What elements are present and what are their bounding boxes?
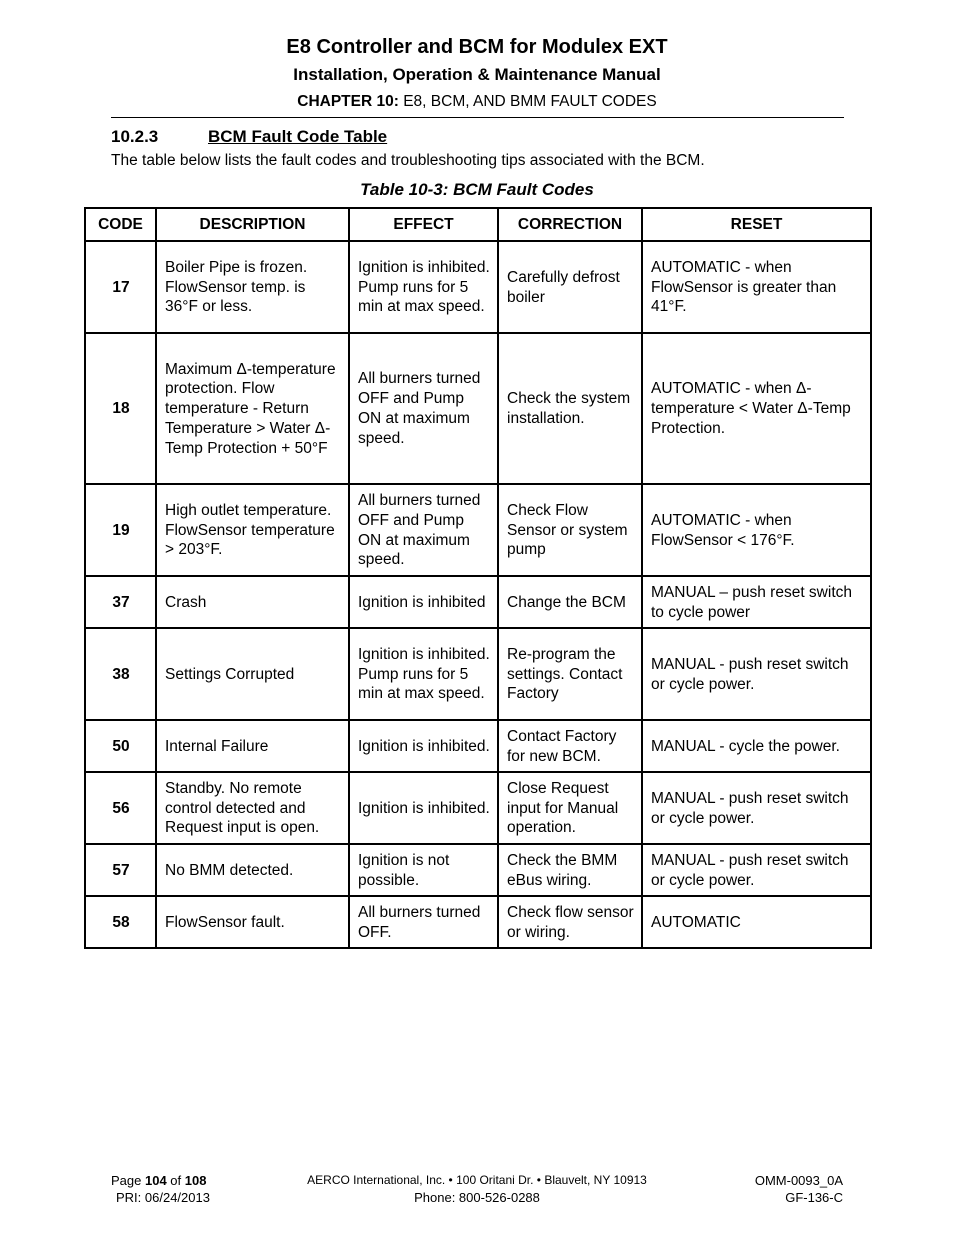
table-row [85,576,871,628]
fault-effect: Ignition is not possible. [349,844,498,896]
chapter-text: E8, BCM, AND BMM FAULT CODES [398,93,657,110]
footer-right [755,1172,843,1206]
table-row [85,844,871,896]
fault-code: 38 [85,628,156,720]
fault-code: 19 [85,484,156,576]
table-row [85,772,871,844]
fault-effect: Ignition is inhibited. Pump runs for 5 min at max speed. [349,628,498,720]
section-heading [111,125,387,149]
fault-reset: MANUAL - push reset switch or cycle power. [642,844,871,896]
fault-effect: All burners turned OFF and Pump ON at maximum speed. [349,333,498,484]
fault-effect: All burners turned OFF and Pump ON at maximum speed. [349,484,498,576]
fault-code-table [84,207,872,949]
fault-correction: Contact Factory for new BCM. [498,720,642,772]
fault-reset: AUTOMATIC - when FlowSensor is greater than 41°F. [642,241,871,333]
chapter-label: CHAPTER 10: [297,93,399,110]
fault-reset: AUTOMATIC [642,896,871,948]
header-description: DESCRIPTION [156,208,349,241]
page-current: 104 [144,1173,167,1188]
fault-description: High outlet temperature. FlowSensor temperature > 203°F. [156,484,349,576]
fault-code: 17 [85,241,156,333]
header-code: CODE [85,208,156,241]
fault-description: Boiler Pipe is frozen. FlowSensor temp. is 36°F or less. [156,241,349,333]
fault-code: 18 [85,333,156,484]
fault-code: 50 [85,720,156,772]
fault-description: Settings Corrupted [156,628,349,720]
header-reset: RESET [642,208,871,241]
fault-reset: MANUAL - cycle the power. [642,720,871,772]
document-subtitle: Installation, Operation & Maintenance Manual [293,65,661,84]
section-number: 10.2.3 [111,127,159,146]
fault-correction: Close Request input for Manual operation. [498,772,642,844]
fault-reset: MANUAL - push reset switch or cycle power. [642,628,871,720]
section-title: BCM Fault Code Table [208,127,388,146]
fault-description: FlowSensor fault. [156,896,349,948]
fault-reset: MANUAL - push reset switch or cycle power. [642,772,871,844]
fault-code: 56 [85,772,156,844]
page-of: of [166,1173,185,1188]
fault-correction: Check Flow Sensor or system pump [498,484,642,576]
page-header [0,33,954,113]
table-row [85,333,871,484]
header-effect: EFFECT [349,208,498,241]
section-intro: The table below lists the fault codes and troubleshooting tips associated with the BCM. [111,152,705,169]
table-header-row [85,208,871,241]
fault-correction: Check the BMM eBus wiring. [498,844,642,896]
company-address: AERCO International, Inc. • 100 Oritani Dr. • Blauvelt, NY 10913 [307,1173,647,1187]
form-id: GF-136-C [785,1190,843,1205]
table-row [85,628,871,720]
fault-description: Internal Failure [156,720,349,772]
table-row [85,720,871,772]
fault-code: 37 [85,576,156,628]
pri-date: PRI: 06/24/2013 [116,1190,210,1205]
table-row [85,484,871,576]
fault-reset: AUTOMATIC - when Δ-temperature < Water Δ-Temp Protection. [642,333,871,484]
fault-correction: Check the system installation. [498,333,642,484]
document-id: OMM-0093_0A [754,1173,843,1188]
fault-effect: Ignition is inhibited [349,576,498,628]
fault-description: Maximum Δ-temperature protection. Flow temperature - Return Temperature > Water Δ-Temp Protection + 50°F [156,333,349,484]
page-total: 108 [184,1173,207,1188]
fault-effect: Ignition is inhibited. [349,772,498,844]
header-correction: CORRECTION [498,208,642,241]
fault-reset: MANUAL – push reset switch to cycle power [642,576,871,628]
company-phone: Phone: 800-526-0288 [414,1190,540,1205]
fault-effect: All burners turned OFF. [349,896,498,948]
fault-code: 57 [85,844,156,896]
fault-correction: Re-program the settings. Contact Factory [498,628,642,720]
table-row [85,896,871,948]
fault-reset: AUTOMATIC - when FlowSensor < 176°F. [642,484,871,576]
chapter-heading [0,91,954,113]
fault-correction: Carefully defrost boiler [498,241,642,333]
table-caption: Table 10-3: BCM Fault Codes [360,180,594,199]
fault-effect: Ignition is inhibited. [349,720,498,772]
header-rule [111,117,844,118]
fault-description: Standby. No remote control detected and Request input is open. [156,772,349,844]
fault-description: No BMM detected. [156,844,349,896]
fault-code: 58 [85,896,156,948]
page-prefix: Page [111,1173,145,1188]
fault-correction: Change the BCM [498,576,642,628]
document-title: E8 Controller and BCM for Modulex EXT [286,36,668,58]
fault-effect: Ignition is inhibited. Pump runs for 5 min at max speed. [349,241,498,333]
table-row [85,241,871,333]
fault-correction: Check flow sensor or wiring. [498,896,642,948]
fault-description: Crash [156,576,349,628]
